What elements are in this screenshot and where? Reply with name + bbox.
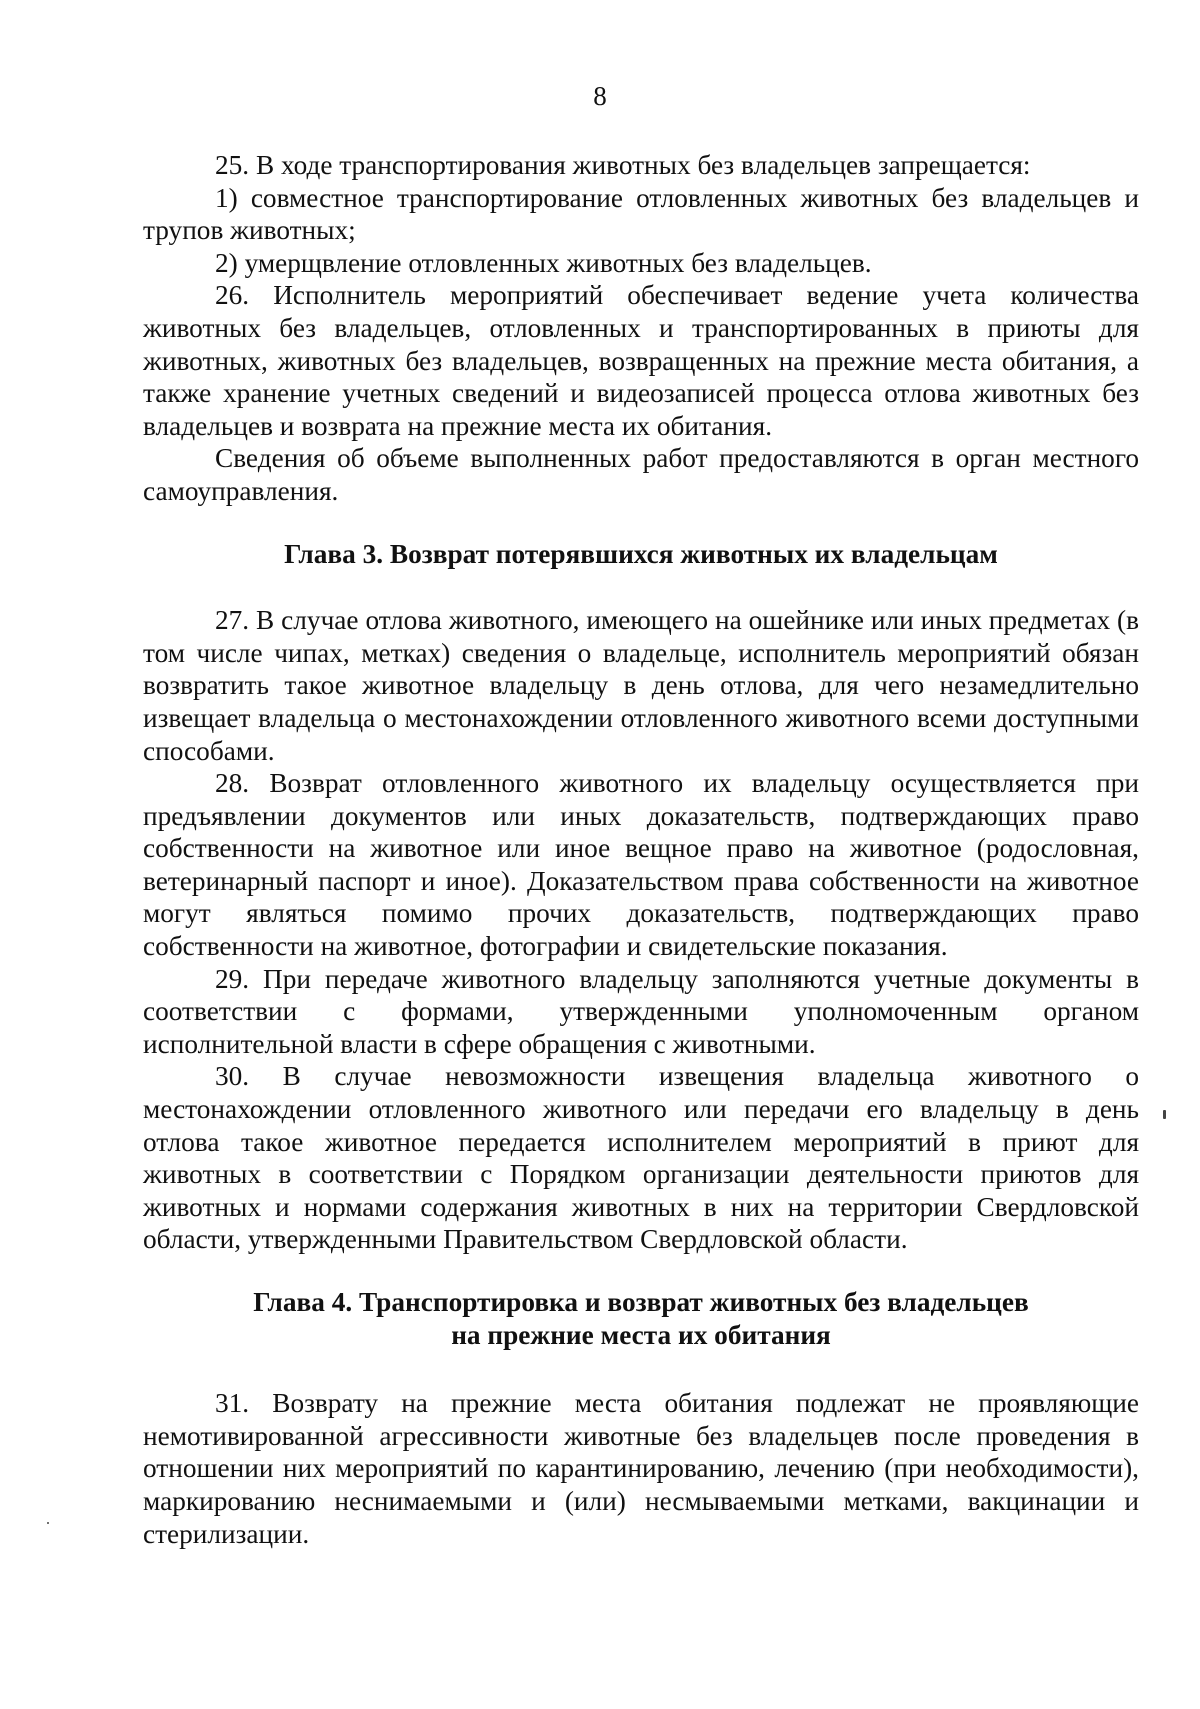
paragraph-31: 31. Возврату на прежние места обитания подлежат не проявляющие немотивированной агрессивности животные без владельцев после проведения в отношении них мероприятий по карантинированию, лечению (при необходимости), маркированию неснимаемыми и (или) несмываемыми метками, вакцинации и стерилизации. (143, 1388, 1139, 1549)
paragraph-26-reporting: Сведения об объеме выполненных работ предоставляются в орган местного самоуправления. (143, 443, 1139, 506)
paragraph-26: 26. Исполнитель мероприятий обеспечивает ведение учета количества животных без владельцев, отловленных и транспортированных в приюты для животных, животных без владельцев, возвращенных на прежние места обитания, а также хранение учетных сведений и видеозаписей процесса отлова животных без владельцев и возврата на прежние места их обитания. (143, 280, 1139, 441)
paragraph-25: 25. В ходе транспортирования животных без владельцев запрещается: (215, 150, 1031, 180)
scan-speck-right (1163, 1110, 1166, 1119)
paragraph-25-item-2: 2) умерщвление отловленных животных без владельцев. (215, 247, 872, 278)
paragraph-30: 30. В случае невозможности извещения владельца животного о местонахождении отловленного животного или передачи его владельцу в день отлова такое животное передается исполнителем мероприятий в приют для животных в соответствии с Порядком организации деятельности приютов для животных и нормами содержания животных в них на территории Свердловской области, утвержденными Правительством Свердловской области. (143, 1061, 1139, 1255)
chapter-4-title-line-1: Глава 4. Транспортировка и возврат животных без владельцев (253, 1287, 1029, 1317)
page-number: 8 (593, 81, 607, 111)
chapter-4-heading (143, 1286, 1139, 1351)
paragraph-27: 27. В случае отлова животного, имеющего на ошейнике или иных предметах (в том числе чипах, метках) сведения о владельце, исполнитель мероприятий обязан возвратить такое животное владельцу в день отлова, для чего незамедлительно извещает владельца о местонахождении отловленного животного всеми доступными способами. (143, 605, 1139, 766)
paragraph-29: 29. При передаче животного владельцу заполняются учетные документы в соответствии с формами, утвержденными уполномоченным органом исполнительной власти в сфере обращения с животными. (143, 963, 1139, 1059)
paragraph-28: 28. Возврат отловленного животного их владельцу осуществляется при предъявлении документов или иных доказательств, подтверждающих право собственности на животное или иное вещное право на животное (родословная, ветеринарный паспорт и иное). Доказательством права собственности на животное могут являться помимо прочих доказательств, подтверждающих право собственности на животное, фотографии и свидетельские показания. (143, 768, 1139, 962)
chapter-4-title-line-2: на прежние места их обитания (451, 1319, 831, 1350)
chapter-3-heading (143, 538, 1139, 571)
paragraph-25-item-1: 1) совместное транспортирование отловленных животных без владельцев и трупов животных; (143, 182, 1139, 246)
chapter-3-title: Глава 3. Возврат потерявшихся животных их владельцам (284, 538, 998, 569)
document-body (143, 149, 1139, 1550)
scan-speck-left (47, 1522, 49, 1524)
